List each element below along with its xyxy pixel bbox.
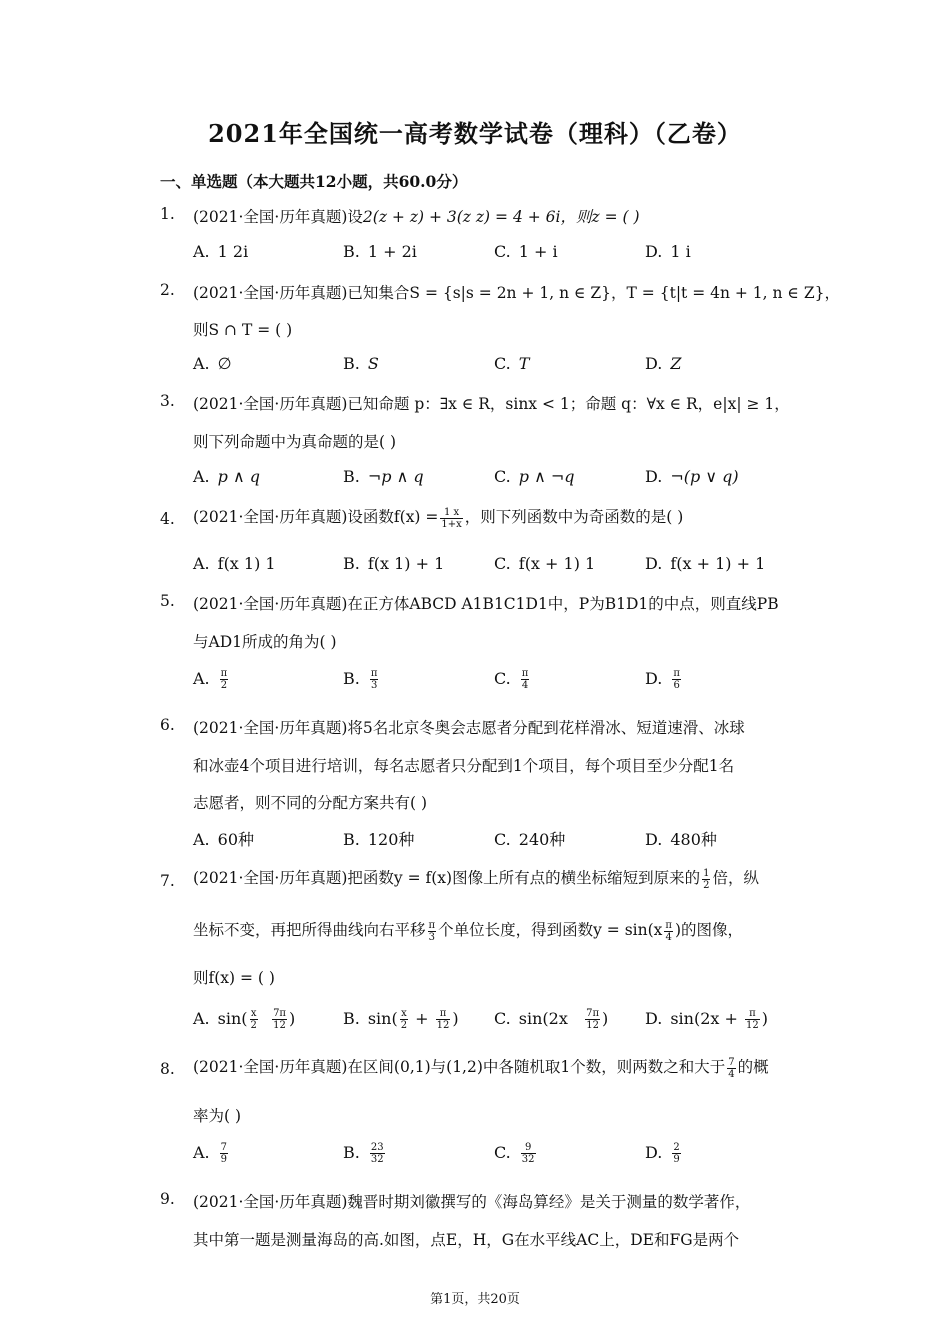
denominator: 2 <box>220 680 228 691</box>
numerator: π <box>521 668 529 679</box>
option-c <box>494 354 529 373</box>
option-a <box>193 554 276 573</box>
option-label: B. <box>343 1009 360 1028</box>
option-d <box>645 242 691 261</box>
source-tag: (2021·全国·历年真题) <box>193 284 348 302</box>
question-number: 6. <box>160 716 175 734</box>
option-label: D. <box>645 1143 663 1162</box>
page-title: 2021年全国统一高考数学试卷（理科）（乙卷） <box>208 119 742 148</box>
numerator: 7π <box>586 1008 600 1019</box>
option-a <box>193 242 248 261</box>
denominator: 9 <box>220 1154 228 1165</box>
option-label: A. <box>193 354 210 373</box>
option-value: 60种 <box>217 830 255 849</box>
denominator: 32 <box>521 1154 535 1165</box>
fraction <box>400 1008 408 1031</box>
stem-text: 设函数f(x) = <box>347 508 439 526</box>
question-stem <box>193 866 759 891</box>
option-c <box>494 1008 608 1031</box>
option-value: S <box>367 354 379 373</box>
option-value: Z <box>670 354 682 373</box>
denominator: 6 <box>673 680 680 691</box>
option-label: D. <box>645 467 663 486</box>
source-tag: (2021·全国·历年真题) <box>193 1193 348 1211</box>
option-label: B. <box>343 242 360 261</box>
option-text: + <box>410 1009 434 1028</box>
stem-text: 倍，纵 <box>712 869 759 887</box>
question-stem <box>193 1190 750 1212</box>
fraction <box>585 1008 600 1031</box>
option-label: A. <box>193 554 210 573</box>
fraction <box>745 1008 760 1031</box>
denominator: 12 <box>273 1020 286 1031</box>
option-label: D. <box>645 1009 663 1028</box>
option-b <box>343 467 424 486</box>
option-value: 1 + i <box>518 242 558 261</box>
option-label: A. <box>193 467 210 486</box>
option-d <box>645 467 739 486</box>
question-number: 9. <box>160 1190 175 1208</box>
option-b <box>343 554 444 573</box>
option-text: ) <box>452 1009 459 1028</box>
numerator: 1 <box>703 867 710 879</box>
denominator: 12 <box>746 1020 759 1031</box>
denominator: 4 <box>728 1068 735 1080</box>
option-label: D. <box>645 554 663 573</box>
option-label: A. <box>193 1143 210 1162</box>
option-value: 1 i <box>670 242 691 261</box>
question-number: 7. <box>160 872 175 890</box>
section-heading: 一、单选题（本大题共12小题，共60.0分） <box>160 172 468 191</box>
stem-text: 的概 <box>737 1058 769 1076</box>
question-stem-line <box>193 918 743 943</box>
question-stem-line: 则f(x) = ( ) <box>193 969 275 987</box>
option-label: B. <box>343 830 360 849</box>
option-label: D. <box>645 669 663 688</box>
option-a <box>193 668 230 691</box>
option-a <box>193 354 232 373</box>
stem-text: 设 <box>347 208 363 226</box>
question-stem <box>193 1055 769 1080</box>
fraction <box>521 668 530 691</box>
numerator: 7π <box>273 1008 286 1019</box>
denominator: 3 <box>370 680 378 691</box>
option-value: f(x 1) + 1 <box>367 554 445 573</box>
denominator: 4 <box>521 680 529 691</box>
option-label: C. <box>494 1143 511 1162</box>
option-b <box>343 1008 459 1031</box>
option-d <box>645 668 683 691</box>
stem-math: 2(z + z) + 3(z z) = 4 + 6i，则z = ( ) <box>362 208 640 226</box>
option-label: C. <box>494 354 511 373</box>
denominator: 2 <box>250 1020 257 1031</box>
fraction <box>727 1057 735 1080</box>
numerator: π <box>673 668 680 679</box>
stem-text: 已知集合S = {s|s = 2n + 1, n ∈ Z}，T = {t|t = 4n + 1, n ∈ Z}， <box>347 284 840 302</box>
option-a <box>193 467 260 486</box>
question-stem-line: 则下列命题中为真命题的是( ) <box>193 433 397 451</box>
fraction <box>220 668 229 691</box>
option-value: f(x + 1) 1 <box>518 554 596 573</box>
fraction <box>220 1142 228 1165</box>
option-c <box>494 467 575 486</box>
question-stem <box>193 592 779 614</box>
option-c <box>494 554 595 573</box>
denominator: 2 <box>400 1020 408 1031</box>
option-b <box>343 1142 387 1165</box>
option-value: ¬p ∧ q <box>367 467 424 486</box>
numerator: π <box>220 668 228 679</box>
numerator: 7 <box>220 1142 228 1153</box>
option-label: C. <box>494 1009 511 1028</box>
stem-text: 魏晋时期刘徽撰写的《海岛算经》是关于测量的数学著作， <box>347 1193 751 1211</box>
question-stem <box>193 281 840 303</box>
option-d <box>645 354 681 373</box>
option-label: B. <box>343 669 360 688</box>
option-label: C. <box>494 830 511 849</box>
fraction <box>370 668 379 691</box>
option-b <box>343 242 417 261</box>
option-value: 1 2i <box>217 242 249 261</box>
fraction <box>702 868 710 891</box>
option-a <box>193 1008 295 1031</box>
option-b <box>343 354 379 373</box>
option-value: T <box>518 354 530 373</box>
stem-text: 把函数y = f(x)图像上所有点的横坐标缩短到原来的 <box>347 869 701 887</box>
option-label: B. <box>343 1143 360 1162</box>
fraction <box>370 1142 385 1165</box>
numerator: π <box>665 919 672 931</box>
question-number: 1. <box>160 205 175 223</box>
denominator: 2 <box>703 879 710 891</box>
numerator: 7 <box>728 1056 735 1068</box>
option-text: ) <box>289 1009 296 1028</box>
option-text: ) <box>761 1009 768 1028</box>
option-a <box>193 1142 230 1165</box>
option-text: sin(2x <box>670 1009 720 1028</box>
denominator: 1+x <box>441 518 462 530</box>
source-tag: (2021·全国·历年真题) <box>193 395 348 413</box>
source-tag: (2021·全国·历年真题) <box>193 1058 348 1076</box>
source-tag: (2021·全国·历年真题) <box>193 719 348 737</box>
option-text: sin(2x <box>518 1009 568 1028</box>
fraction <box>440 507 462 530</box>
question-stem-line: 率为( ) <box>193 1107 242 1125</box>
question-number: 5. <box>160 592 175 610</box>
stem-text: 将5名北京冬奥会志愿者分配到花样滑冰、短道速滑、冰球 <box>347 719 745 737</box>
question-stem <box>193 505 683 530</box>
numerator: 23 <box>370 1142 384 1153</box>
denominator: 9 <box>673 1154 680 1165</box>
question-stem-line: 志愿者，则不同的分配方案共有( ) <box>193 794 428 812</box>
option-b <box>343 668 380 691</box>
option-value: ¬(p ∨ q) <box>670 467 739 486</box>
numerator: π <box>745 1008 760 1020</box>
option-d <box>645 827 717 850</box>
source-tag: (2021·全国·历年真题) <box>193 508 348 526</box>
option-value: f(x + 1) + 1 <box>670 554 766 573</box>
stem-text: )的图像， <box>674 921 744 939</box>
numerator: π <box>436 1008 451 1020</box>
question-stem-line: 与AD1所成的角为( ) <box>193 633 337 651</box>
stem-text: ，则下列函数中为奇函数的是( ) <box>464 508 684 526</box>
denominator: 12 <box>586 1020 599 1031</box>
option-label: C. <box>494 242 511 261</box>
stem-text: 个单位长度，得到函数y = sin(x <box>438 921 663 939</box>
question-stem-line: 则S ∩ T = ( ) <box>193 321 293 339</box>
option-value: 240种 <box>518 830 566 849</box>
question-stem <box>193 716 745 738</box>
denominator: 32 <box>370 1154 384 1165</box>
fraction <box>250 1008 258 1031</box>
source-tag: (2021·全国·历年真题) <box>193 869 348 887</box>
fraction <box>672 1142 680 1165</box>
option-label: B. <box>343 354 360 373</box>
option-label: B. <box>343 467 360 486</box>
question-number: 3. <box>160 392 175 410</box>
option-c <box>494 827 565 850</box>
option-text: sin( <box>217 1009 248 1028</box>
numerator: 9 <box>521 1142 536 1154</box>
option-label: C. <box>494 467 511 486</box>
option-b <box>343 827 414 850</box>
numerator: x <box>401 1008 407 1019</box>
fraction <box>436 1008 451 1031</box>
option-d <box>645 554 765 573</box>
question-number: 4. <box>160 510 175 528</box>
option-c <box>494 1142 538 1165</box>
question-stem <box>193 392 790 414</box>
fraction <box>664 920 673 943</box>
option-label: A. <box>193 830 210 849</box>
option-label: A. <box>193 669 210 688</box>
stem-text: 已知命题 p：∃x ∈ R，sinx < 1；命题 q：∀x ∈ R，e|x| ≥ 1， <box>347 395 790 413</box>
option-label: D. <box>645 830 663 849</box>
question-stem-line: 其中第一题是测量海岛的高.如图，点E，H，G在水平线AC上，DE和FG是两个 <box>193 1231 740 1249</box>
option-value: f(x 1) 1 <box>217 554 276 573</box>
option-a <box>193 827 254 850</box>
option-value: p ∧ q <box>217 467 261 486</box>
question-number: 8. <box>160 1060 175 1078</box>
source-tag: (2021·全国·历年真题) <box>193 595 348 613</box>
fraction <box>272 1008 287 1031</box>
option-c <box>494 668 531 691</box>
option-label: A. <box>193 242 210 261</box>
numerator: π <box>370 668 378 679</box>
option-label: C. <box>494 669 511 688</box>
numerator: 2 <box>673 1142 680 1153</box>
fraction <box>672 668 681 691</box>
option-value: 1 + 2i <box>367 242 417 261</box>
option-label: C. <box>494 554 511 573</box>
stem-text: 在正方体ABCD A1B1C1D1中，P为B1D1的中点，则直线PB <box>347 595 779 613</box>
option-label: D. <box>645 354 663 373</box>
source-tag: (2021·全国·历年真题) <box>193 208 348 226</box>
stem-text: 坐标不变，再把所得曲线向右平移 <box>193 921 426 939</box>
option-text: ) <box>602 1009 609 1028</box>
page-footer: 第1页，共20页 <box>430 1292 520 1307</box>
option-text: + <box>719 1009 743 1028</box>
option-c <box>494 242 558 261</box>
option-value: 480种 <box>670 830 717 849</box>
denominator: 4 <box>665 931 672 943</box>
option-value: 120种 <box>367 830 415 849</box>
fraction <box>428 920 437 943</box>
option-label: B. <box>343 554 360 573</box>
denominator: 12 <box>436 1020 450 1031</box>
numerator: 1 x <box>440 507 462 519</box>
option-d <box>645 1142 683 1165</box>
stem-text: 在区间(0,1)与(1,2)中各随机取1个数，则两数之和大于 <box>347 1058 726 1076</box>
fraction <box>521 1142 536 1165</box>
option-value: ∅ <box>217 354 232 373</box>
question-number: 2. <box>160 281 175 299</box>
numerator: π <box>428 919 436 931</box>
option-d <box>645 1008 768 1031</box>
option-text: sin( <box>367 1009 398 1028</box>
option-value: p ∧ ¬q <box>518 467 575 486</box>
option-label: A. <box>193 1009 210 1028</box>
question-stem <box>193 205 640 227</box>
denominator: 3 <box>428 931 435 943</box>
question-stem-line: 和冰壶4个项目进行培训，每名志愿者只分配到1个项目，每个项目至少分配1名 <box>193 757 735 775</box>
option-label: D. <box>645 242 663 261</box>
numerator: x <box>250 1008 257 1019</box>
